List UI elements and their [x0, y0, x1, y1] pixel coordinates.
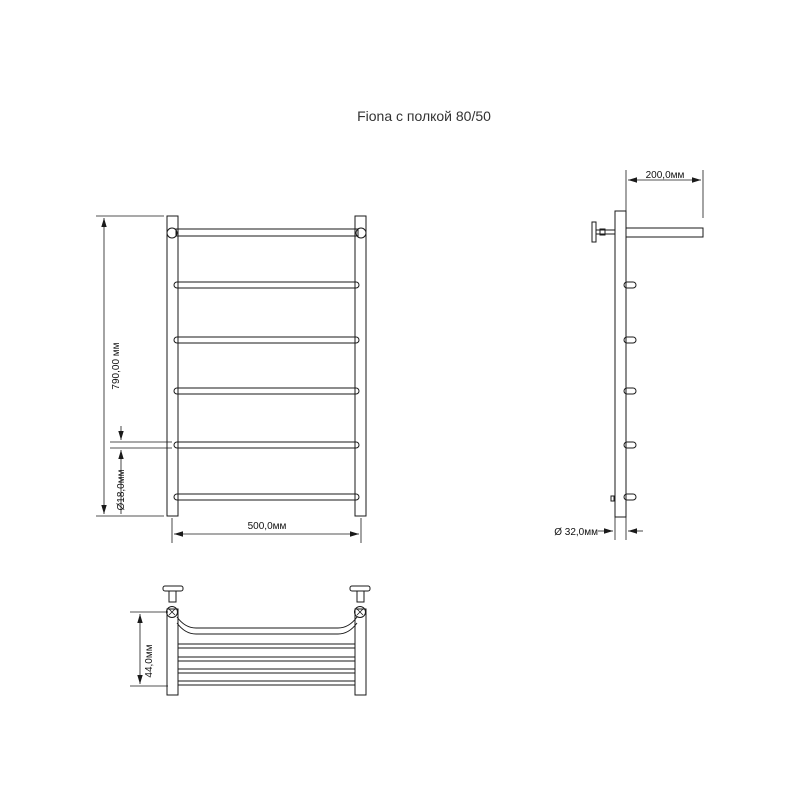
width-label: 500,0мм [247, 521, 287, 532]
shelf-rail [177, 617, 357, 628]
pipe-diameter-label: Ø 32,0мм [554, 527, 598, 538]
shelf-offset-label: 44,0мм [144, 644, 155, 678]
wall-mount-plate-right [350, 586, 370, 591]
shelf-bar [178, 669, 355, 673]
shelf-bar [178, 644, 355, 648]
side-upright [615, 211, 626, 517]
drawing-title: Fiona с полкой 80/50 [357, 108, 491, 124]
height-label: 790,00 мм [111, 342, 122, 390]
front-rung [174, 388, 359, 394]
shelf-depth-label: 200,0мм [645, 170, 685, 181]
right-upright [355, 216, 366, 516]
top-view [130, 586, 370, 695]
front-rung [176, 229, 358, 236]
front-rung [174, 442, 359, 448]
wall-mount-stem-right [357, 591, 364, 602]
top-upright-left [167, 609, 178, 695]
wall-mount-plate-left [163, 586, 183, 591]
left-upright [167, 216, 178, 516]
front-view [96, 216, 366, 543]
wall-bracket-plate [592, 222, 596, 242]
shelf-bar [178, 681, 355, 685]
side-view [554, 170, 703, 540]
top-upright-right [355, 609, 366, 695]
wall-mount-stem-left [169, 591, 176, 602]
bottom-plug [611, 496, 614, 501]
front-rung [174, 337, 359, 343]
shelf-bar [178, 657, 355, 661]
shelf-profile [626, 228, 703, 237]
rung-diameter-label: Ø18,0мм [116, 469, 127, 511]
front-rung [174, 282, 359, 288]
front-rung [174, 494, 359, 500]
